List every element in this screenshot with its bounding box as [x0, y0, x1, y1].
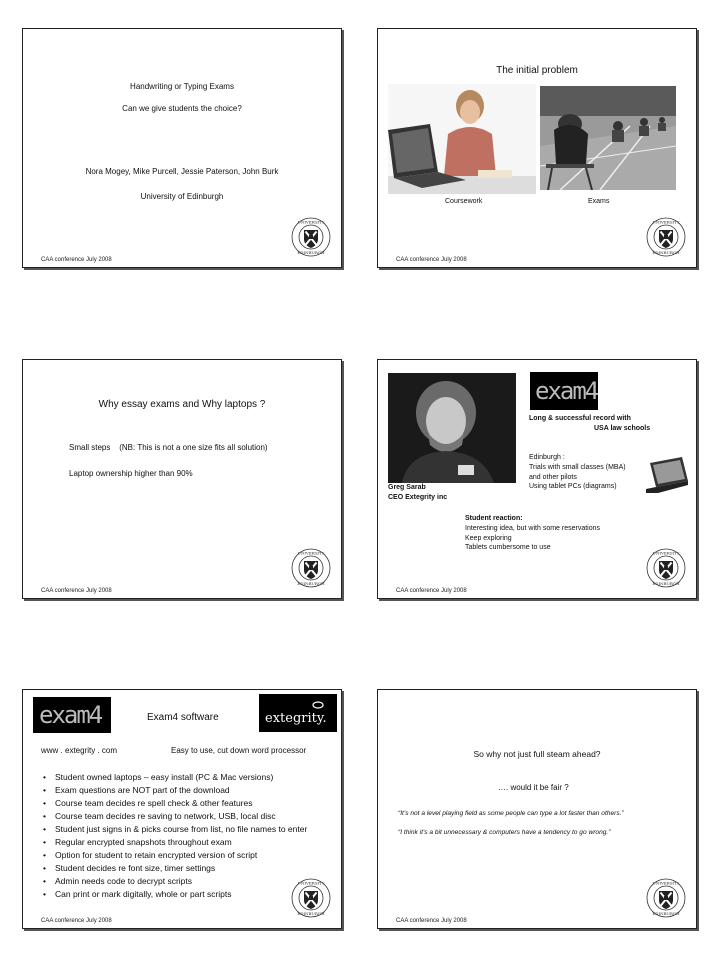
quote-1: “It’s not a level playing field as some people can type a lot faster than others.” [398, 810, 624, 817]
record-line2: USA law schools [594, 425, 651, 432]
slide-footer: CAA conference July 2008 [41, 588, 112, 594]
coursework-photo [388, 84, 536, 194]
slide-footer: CAA conference July 2008 [41, 257, 112, 263]
edinburgh-line-1: Edinburgh : [529, 454, 565, 461]
feature-item: • Student decides re font size, timer settings [55, 862, 307, 875]
edinburgh-line-4: Using tablet PCs (diagrams) [529, 483, 617, 490]
extegrity-logo: extegrity. [259, 694, 337, 732]
slide1-institution: University of Edinburgh [140, 192, 224, 201]
feature-item: • Student just signs in & picks course from list, no file names to enter [55, 823, 307, 836]
feature-item: • Exam questions are NOT part of the download [55, 784, 307, 797]
quote-2: “I think it’s a bit unnecessary & computers have a tendency to go wrong.” [398, 829, 611, 836]
slide1-authors: Nora Mogey, Mike Purcell, Jessie Paterson, John Burk [85, 167, 279, 176]
person-title: CEO Extegrity inc [388, 494, 448, 501]
exam4-logo: exam4 [530, 372, 598, 410]
caption-exams: Exams [588, 198, 610, 205]
exam4-logo: exam4 [33, 697, 111, 733]
slide3-title: Why essay exams and Why laptops ? [98, 399, 266, 410]
feature-item: • Regular encrypted snapshots throughout exam [55, 836, 307, 849]
reaction-line-1: Interesting idea, but with some reservations [465, 525, 601, 532]
slide1-title: Handwriting or Typing Exams [130, 82, 234, 91]
reaction-line-3: Tablets cumbersome to use [465, 544, 551, 551]
slide5-title: Exam4 software [147, 712, 219, 723]
university-crest-icon [291, 548, 331, 588]
university-crest-icon [291, 878, 331, 918]
extegrity-url: www . extegrity . com [41, 746, 118, 755]
feature-item: • Course team decides re saving to network, USB, local disc [55, 810, 307, 823]
person-name: Greg Sarab [388, 484, 426, 491]
university-crest-icon [646, 878, 686, 918]
slide5-tagline: Easy to use, cut down word processor [171, 746, 307, 755]
slide2-title: The initial problem [496, 65, 578, 76]
slide-footer: CAA conference July 2008 [41, 918, 112, 924]
exams-photo [540, 86, 676, 190]
feature-item: • Course team decides re spell check & other features [55, 797, 307, 810]
slide-footer: CAA conference July 2008 [396, 588, 467, 594]
greg-sarab-photo [388, 373, 516, 483]
slide1-subtitle: Can we give students the choice? [122, 104, 242, 113]
reaction-heading: Student reaction: [465, 515, 523, 522]
caption-coursework: Coursework [445, 198, 483, 205]
feature-list [39, 771, 307, 901]
reaction-line-2: Keep exploring [465, 535, 512, 542]
slide6-title: So why not just full steam ahead? [473, 749, 601, 759]
edinburgh-line-2: Trials with small classes (MBA) [529, 464, 626, 471]
slide6-question: …. would it be fair ? [498, 783, 569, 792]
feature-item: • Admin needs code to decrypt scripts [55, 875, 307, 888]
university-crest-icon [646, 548, 686, 588]
slide-6 [377, 689, 697, 929]
record-line1: Long & successful record with [529, 415, 631, 422]
edinburgh-line-3: and other pilots [529, 474, 577, 481]
feature-item: • Student owned laptops – easy install (PC & Mac versions) [55, 771, 307, 784]
tablet-pc-icon [644, 453, 690, 499]
slide-footer: CAA conference July 2008 [396, 257, 467, 263]
slide-2 [377, 28, 697, 268]
slide3-line1: Small steps (NB: This is not a one size fits all solution) [69, 443, 268, 452]
slide-3 [22, 359, 342, 599]
university-crest-icon [646, 217, 686, 257]
slide-footer: CAA conference July 2008 [396, 918, 467, 924]
slide-5 [22, 689, 342, 929]
slide3-line2: Laptop ownership higher than 90% [69, 469, 193, 478]
slide-4 [377, 359, 697, 599]
extegrity-swoosh-icon [311, 700, 325, 710]
slide-1 [22, 28, 342, 268]
feature-item: • Can print or mark digitally, whole or part scripts [55, 888, 307, 901]
university-crest-icon [291, 217, 331, 257]
feature-item: • Option for student to retain encrypted version of script [55, 849, 307, 862]
